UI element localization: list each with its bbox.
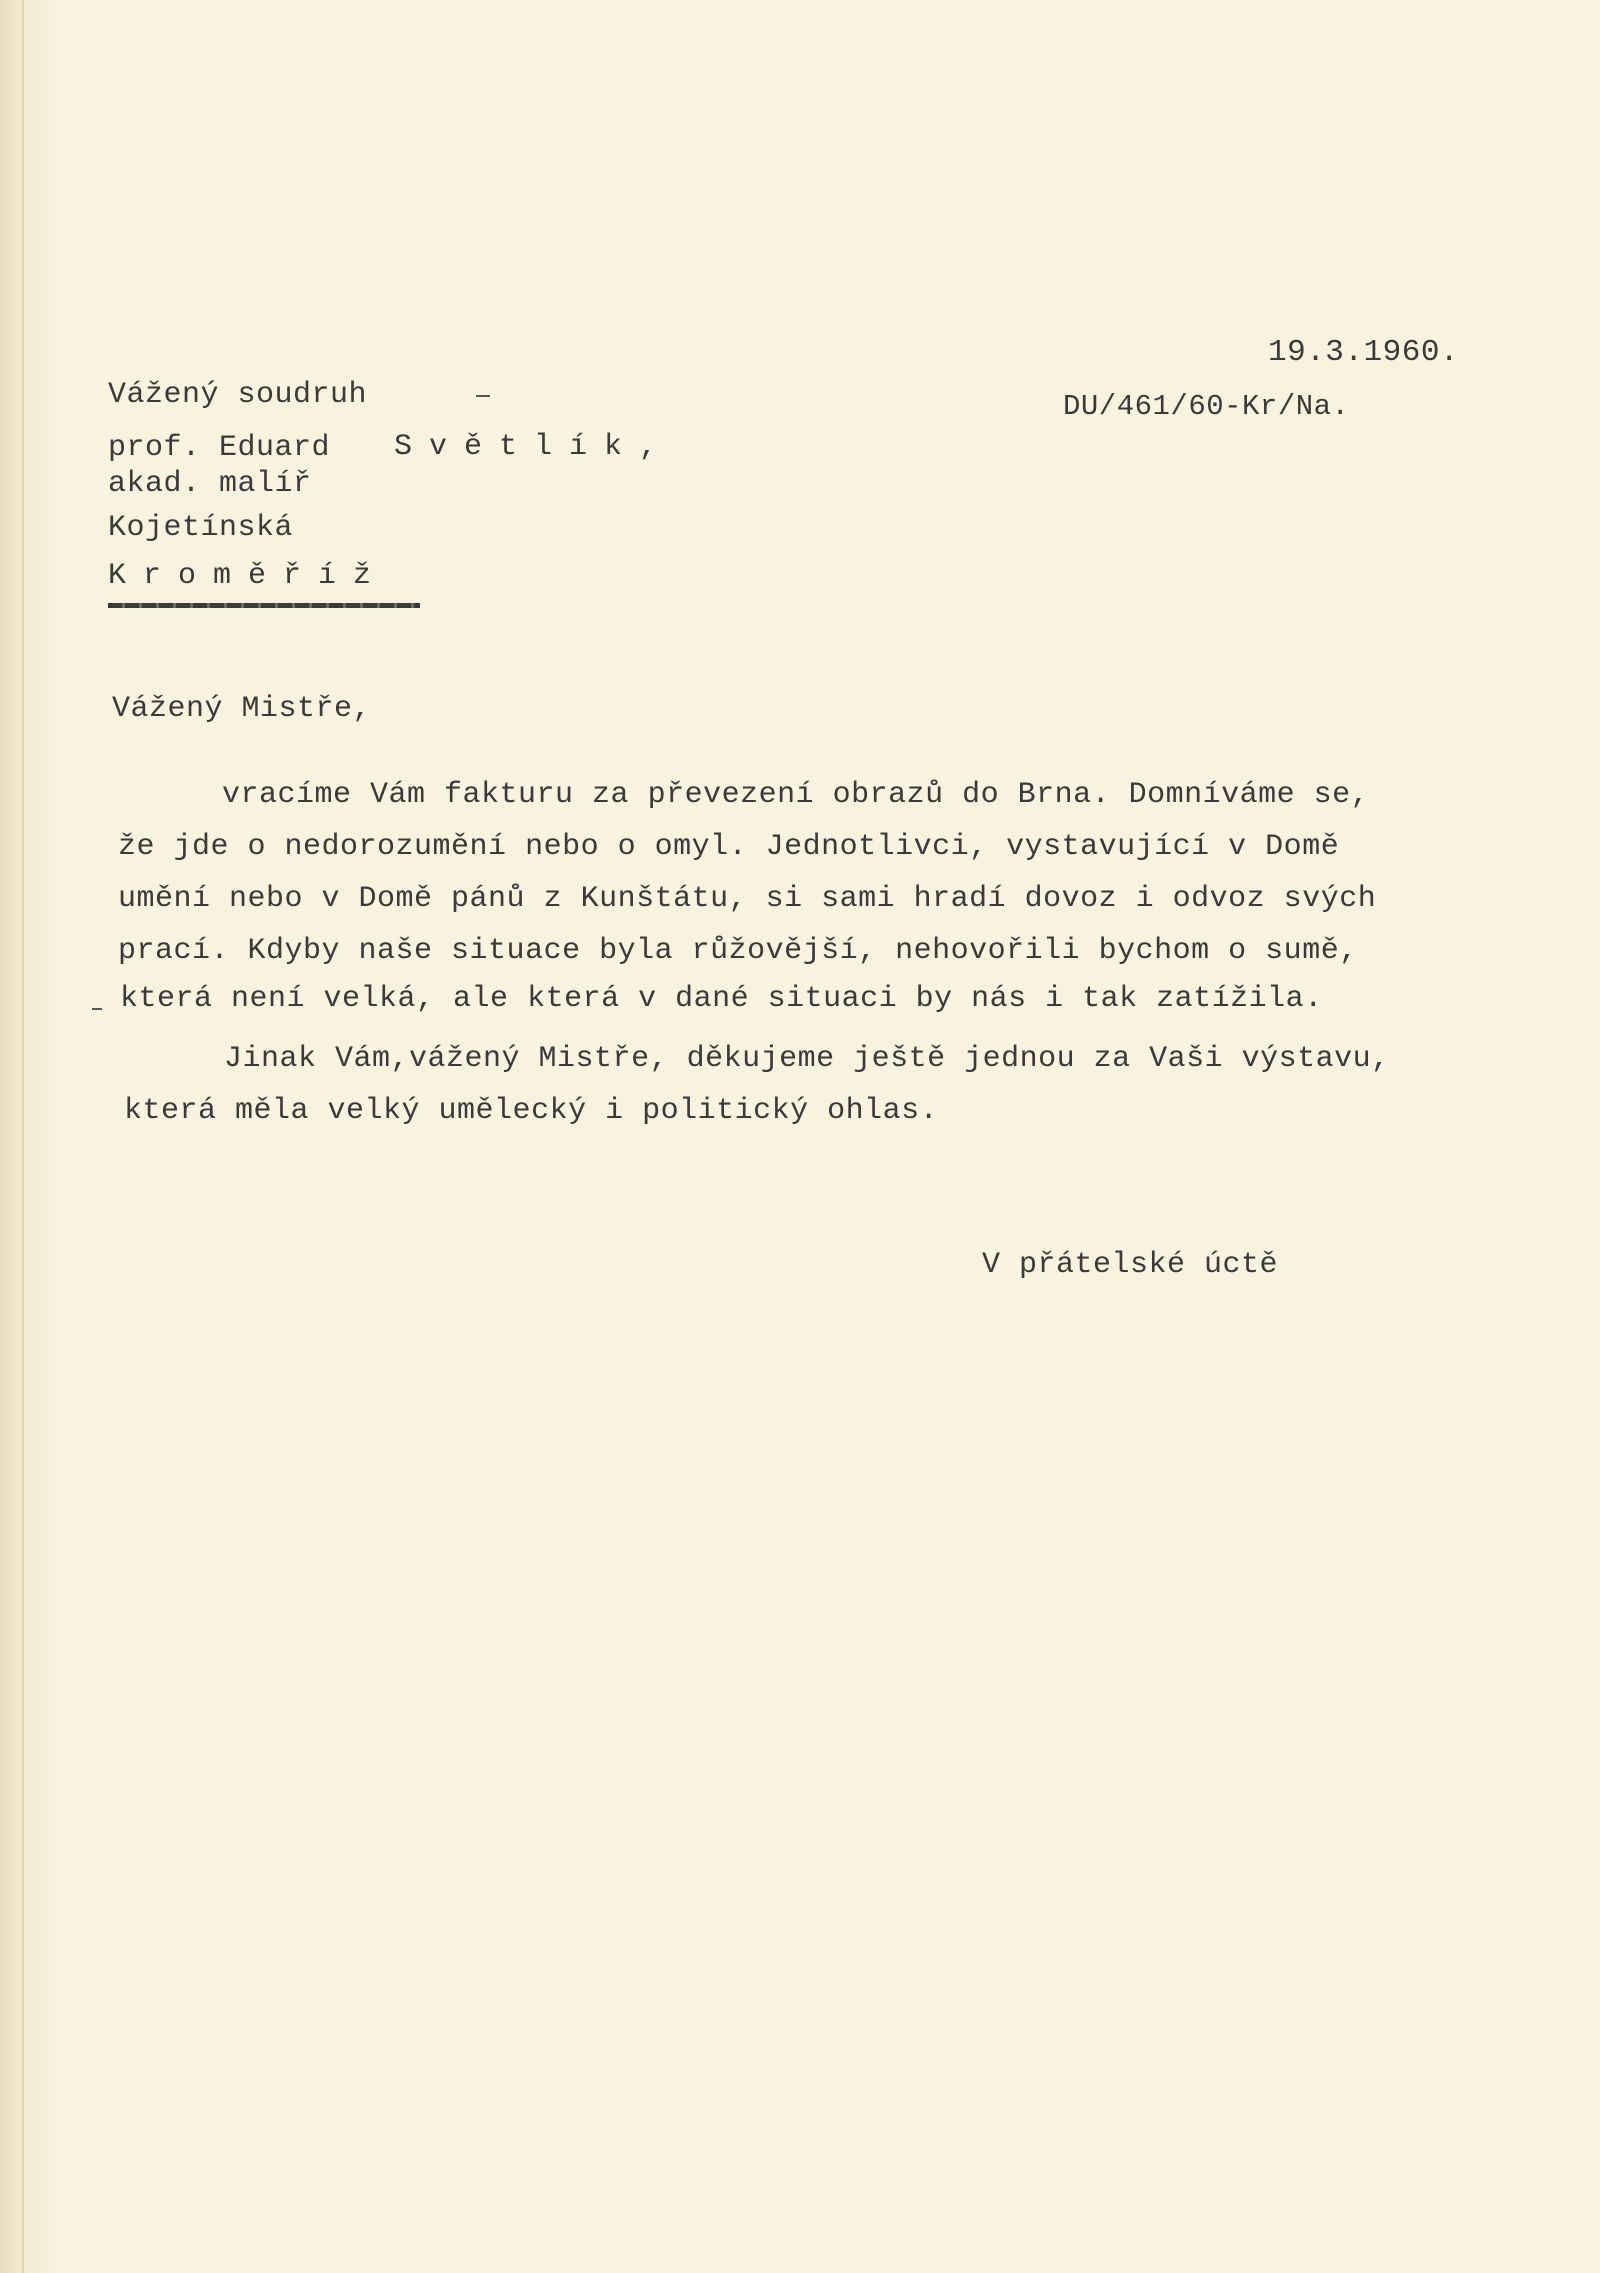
body-line: která není velká, ale která v dané situaci by nás i tak zatížila.	[120, 982, 1323, 1016]
margin-mark	[92, 1008, 102, 1010]
body-line: že jde o nedorozumění nebo o omyl. Jednotlivci, vystavující v Domě	[118, 830, 1340, 864]
paper-edge	[0, 0, 60, 2273]
address-city: Kroměříž	[108, 559, 389, 593]
body-line: která měla velký umělecký i politický ohlas.	[124, 1094, 939, 1128]
address-name: prof. Eduard	[108, 431, 331, 465]
body-line: prací. Kdyby naše situace byla růžovější, nehovořili bychom o sumě,	[118, 934, 1358, 968]
paper-fold-line	[22, 0, 24, 2273]
letter-date: 19.3.1960.	[1268, 335, 1460, 370]
city-underline	[108, 603, 420, 608]
body-line: vracíme Vám fakturu za převezení obrazů do Brna. Domníváme se,	[222, 778, 1370, 812]
address-salutation: Vážený soudruh	[108, 378, 368, 412]
reference-number: DU/461/60-Kr/Na.	[1063, 390, 1350, 423]
address-title: akad. malíř	[108, 467, 312, 501]
body-line: Jinak Vám,vážený Mistře, děkujeme ještě jednou za Vaši výstavu,	[224, 1042, 1390, 1076]
address-street: Kojetínská	[108, 511, 294, 545]
address-surname: Světlík,	[394, 430, 675, 464]
dash-mark	[476, 395, 490, 397]
greeting: Vážený Mistře,	[112, 692, 372, 726]
closing: V přátelské úctě	[982, 1248, 1279, 1282]
body-line: umění nebo v Domě pánů z Kunštátu, si sami hradí dovoz i odvoz svých	[118, 882, 1377, 916]
